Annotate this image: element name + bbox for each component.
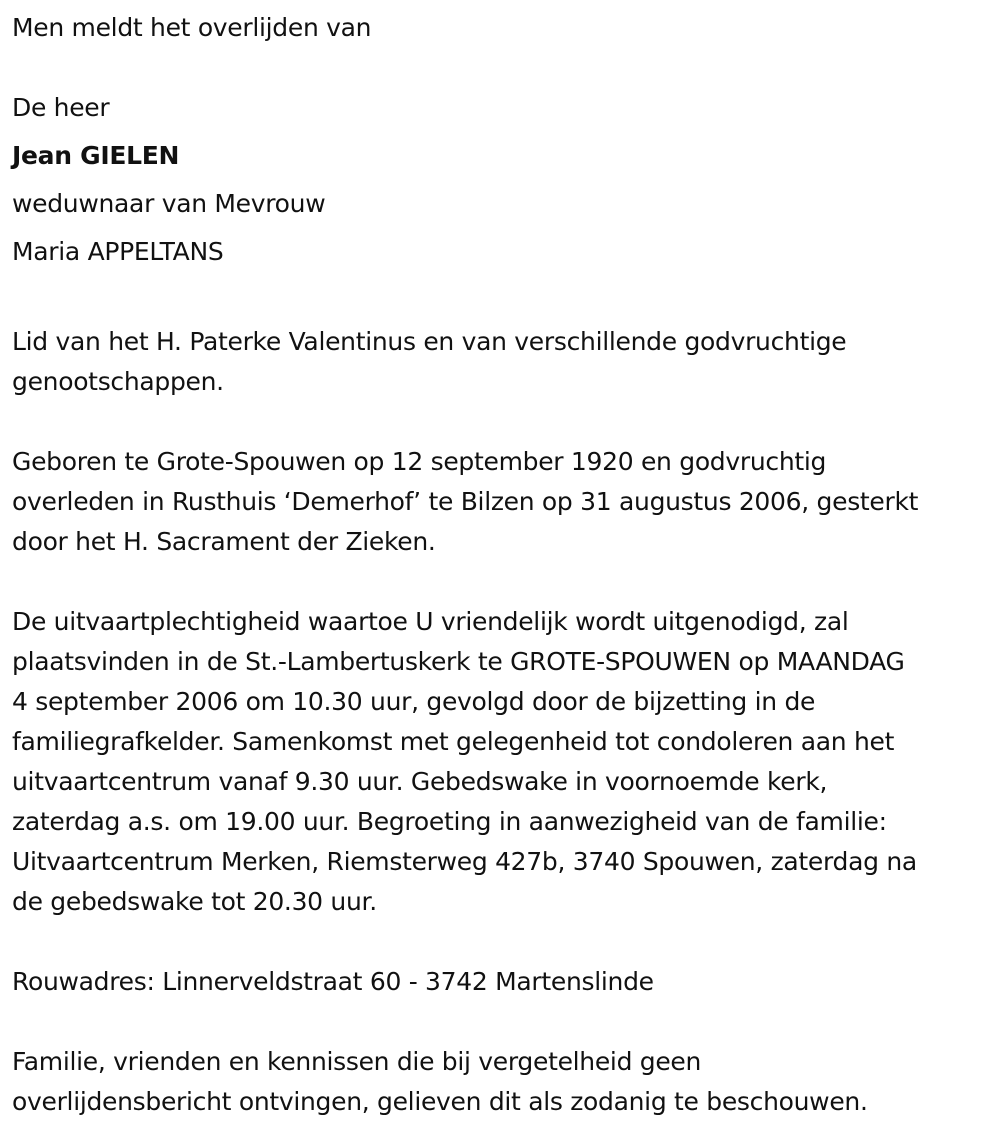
intro-text: Men meldt het overlijden van [12,13,372,42]
spouse-name: Maria APPELTANS [12,237,224,266]
spacer [12,276,988,322]
funeral-line: Uitvaartcentrum Merken, Riemsterweg 427b, 3740 Spouwen, zaterdag na [12,847,917,876]
funeral-line: familiegrafkelder. Samenkomst met gelegenheid tot condoleren aan het [12,727,895,756]
funeral-line: plaatsvinden in de St.-Lambertuskerk te GROTE-SPOUWEN op MAANDAG [12,647,905,676]
funeral-line: uitvaartcentrum vanaf 9.30 uur. Gebedswake in voornoemde kerk, [12,767,828,796]
closing-line: overlijdensbericht ontvingen, gelieven dit als zodanig te beschouwen. [12,1087,868,1116]
birth-line: Geboren te Grote-Spouwen op 12 september 1920 en godvruchtig [12,447,827,476]
deceased-name: Jean GIELEN [12,141,180,170]
birth-death-paragraph [12,442,988,562]
closing-line: Familie, vrienden en kennissen die bij vergetelheid geen [12,1047,702,1076]
relation-text: weduwnaar van Mevrouw [12,189,326,218]
funeral-paragraph [12,602,988,922]
title-prefix: De heer [12,93,110,122]
funeral-line: De uitvaartplechtigheid waartoe U vriendelijk wordt uitgenodigd, zal [12,607,849,636]
funeral-line: de gebedswake tot 20.30 uur. [12,887,377,916]
membership-paragraph [12,322,988,402]
membership-line: genootschappen. [12,367,224,396]
death-notice [0,4,1000,1130]
spacer [12,52,988,84]
notice-header [12,4,988,276]
birth-line: overleden in Rusthuis ‘Demerhof’ te Bilzen op 31 augustus 2006, gesterkt [12,487,919,516]
funeral-line: 4 september 2006 om 10.30 uur, gevolgd door de bijzetting in de [12,687,816,716]
spacer [12,1002,988,1042]
membership-line: Lid van het H. Paterke Valentinus en van verschillende godvruchtige [12,327,847,356]
spacer [12,562,988,602]
funeral-line: zaterdag a.s. om 19.00 uur. Begroeting in aanwezigheid van de familie: [12,807,887,836]
spacer [12,402,988,442]
closing-paragraph [12,1042,988,1122]
spacer [12,922,988,962]
birth-line: door het H. Sacrament der Zieken. [12,527,436,556]
mourning-address: Rouwadres: Linnerveldstraat 60 - 3742 Martenslinde [12,967,654,996]
